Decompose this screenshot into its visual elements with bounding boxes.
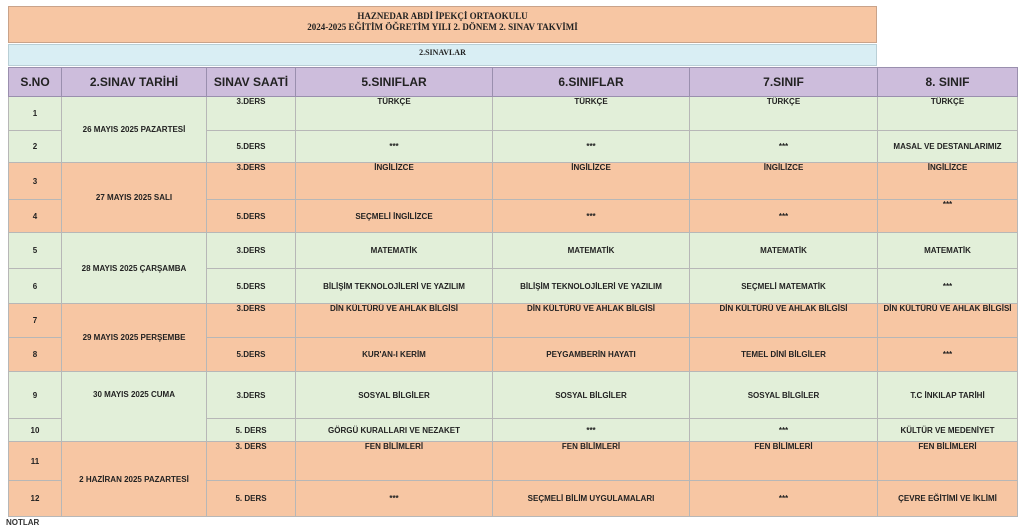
exam-time: 5. DERS xyxy=(207,419,296,442)
grade5-subject: SEÇMELİ İNGİLİZCE xyxy=(296,200,493,233)
school-name: HAZNEDAR ABDİ İPEKÇİ ORTAOKULU xyxy=(357,11,528,21)
schedule-title: 2024-2025 EĞİTİM ÖĞRETİM YILI 2. DÖNEM 2. SINAV TAKVİMİ xyxy=(307,22,578,32)
grade8-subject: *** xyxy=(878,269,1018,304)
grade6-subject: *** xyxy=(493,200,690,233)
grade6-subject: BİLİŞİM TEKNOLOJİLERİ VE YAZILIM xyxy=(493,269,690,304)
grade5-subject: *** xyxy=(296,131,493,163)
exam-date: 27 MAYIS 2025 SALI xyxy=(62,163,207,233)
grade5-subject: İNGİLİZCE xyxy=(296,163,493,200)
row-number: 7 xyxy=(9,304,62,338)
exam-time: 5.DERS xyxy=(207,269,296,304)
table-row xyxy=(9,304,1018,338)
grade7-subject: TÜRKÇE xyxy=(690,97,878,131)
grade7-subject: *** xyxy=(690,481,878,517)
grade8-subject: MATEMATİK xyxy=(878,233,1018,269)
grade7-subject: İNGİLİZCE xyxy=(690,163,878,200)
notes-label: NOTLAR xyxy=(6,518,40,527)
exam-date: 26 MAYIS 2025 PAZARTESİ xyxy=(62,97,207,163)
grade8-subject: DİN KÜLTÜRÜ VE AHLAK BİLGİSİ xyxy=(878,304,1018,338)
row-number: 2 xyxy=(9,131,62,163)
grade5-subject: FEN BİLİMLERİ xyxy=(296,442,493,481)
table-row xyxy=(9,97,1018,131)
grade6-subject: FEN BİLİMLERİ xyxy=(493,442,690,481)
grade5-subject: KUR'AN-I KERİM xyxy=(296,338,493,372)
row-number: 3 xyxy=(9,163,62,200)
exam-date: 2 HAZİRAN 2025 PAZARTESİ xyxy=(62,442,207,517)
exam-time: 3. DERS xyxy=(207,442,296,481)
row-number: 5 xyxy=(9,233,62,269)
exam-time: 3.DERS xyxy=(207,97,296,131)
row-number: 6 xyxy=(9,269,62,304)
table-row xyxy=(9,233,1018,269)
grade7-subject: SOSYAL BİLGİLER xyxy=(690,372,878,419)
row-number: 12 xyxy=(9,481,62,517)
grade6-subject: *** xyxy=(493,419,690,442)
exam-time: 5.DERS xyxy=(207,200,296,233)
grade6-subject: DİN KÜLTÜRÜ VE AHLAK BİLGİSİ xyxy=(493,304,690,338)
exam-date: 29 MAYIS 2025 PERŞEMBE xyxy=(62,304,207,372)
exam-time: 5.DERS xyxy=(207,338,296,372)
exam-time: 3.DERS xyxy=(207,163,296,200)
row-number: 8 xyxy=(9,338,62,372)
exam-time: 3.DERS xyxy=(207,372,296,419)
col-header-grade6: 6.SINIFLAR xyxy=(493,68,690,97)
exam-time: 5.DERS xyxy=(207,131,296,163)
grade8-subject: T.C İNKILAP TARİHİ xyxy=(878,372,1018,419)
exam-date: 28 MAYIS 2025 ÇARŞAMBA xyxy=(62,233,207,304)
grade7-subject: *** xyxy=(690,200,878,233)
grade7-subject: DİN KÜLTÜRÜ VE AHLAK BİLGİSİ xyxy=(690,304,878,338)
grade8-subject: FEN BİLİMLERİ xyxy=(878,442,1018,481)
grade8-subject: *** xyxy=(878,338,1018,372)
table-row xyxy=(9,163,1018,200)
grade8-subject: *** xyxy=(878,200,1018,233)
grade6-subject: PEYGAMBERİN HAYATI xyxy=(493,338,690,372)
grade7-subject: TEMEL DİNİ BİLGİLER xyxy=(690,338,878,372)
exam-date: 30 MAYIS 2025 CUMA xyxy=(62,372,207,442)
grade5-subject: DİN KÜLTÜRÜ VE AHLAK BİLGİSİ xyxy=(296,304,493,338)
row-number: 4 xyxy=(9,200,62,233)
grade8-subject: TÜRKÇE xyxy=(878,97,1018,131)
col-header-no: S.NO xyxy=(9,68,62,97)
school-header xyxy=(8,6,877,43)
row-number: 11 xyxy=(9,442,62,481)
grade5-subject: TÜRKÇE xyxy=(296,97,493,131)
grade6-subject: *** xyxy=(493,131,690,163)
grade6-subject: SEÇMELİ BİLİM UYGULAMALARI xyxy=(493,481,690,517)
row-number: 10 xyxy=(9,419,62,442)
grade5-subject: MATEMATİK xyxy=(296,233,493,269)
grade8-subject: ÇEVRE EĞİTİMİ VE İKLİMİ xyxy=(878,481,1018,517)
grade8-subject: İNGİLİZCE xyxy=(878,163,1018,200)
grade6-subject: SOSYAL BİLGİLER xyxy=(493,372,690,419)
grade8-subject: MASAL VE DESTANLARIMIZ xyxy=(878,131,1018,163)
row-number: 9 xyxy=(9,372,62,419)
exam-schedule-table xyxy=(8,67,1018,517)
col-header-time: SINAV SAATİ xyxy=(207,68,296,97)
exam-time: 3.DERS xyxy=(207,233,296,269)
row-number: 1 xyxy=(9,97,62,131)
grade7-subject: FEN BİLİMLERİ xyxy=(690,442,878,481)
grade5-subject: *** xyxy=(296,481,493,517)
grade7-subject: SEÇMELİ MATEMATİK xyxy=(690,269,878,304)
col-header-grade5: 5.SINIFLAR xyxy=(296,68,493,97)
exam-time: 5. DERS xyxy=(207,481,296,517)
grade6-subject: MATEMATİK xyxy=(493,233,690,269)
grade7-subject: *** xyxy=(690,419,878,442)
col-header-grade8: 8. SINIF xyxy=(878,68,1018,97)
grade8-subject: KÜLTÜR VE MEDENİYET xyxy=(878,419,1018,442)
grade7-subject: MATEMATİK xyxy=(690,233,878,269)
grade7-subject: *** xyxy=(690,131,878,163)
table-row xyxy=(9,372,1018,419)
col-header-grade7: 7.SINIF xyxy=(690,68,878,97)
exam-subtitle: 2.SINAVLAR xyxy=(8,44,877,66)
exam-time: 3.DERS xyxy=(207,304,296,338)
col-header-date: 2.SINAV TARİHİ xyxy=(62,68,207,97)
table-row xyxy=(9,442,1018,481)
grade5-subject: BİLİŞİM TEKNOLOJİLERİ VE YAZILIM xyxy=(296,269,493,304)
header-row xyxy=(9,68,1018,97)
grade5-subject: GÖRGÜ KURALLARI VE NEZAKET xyxy=(296,419,493,442)
grade6-subject: TÜRKÇE xyxy=(493,97,690,131)
grade5-subject: SOSYAL BİLGİLER xyxy=(296,372,493,419)
grade6-subject: İNGİLİZCE xyxy=(493,163,690,200)
